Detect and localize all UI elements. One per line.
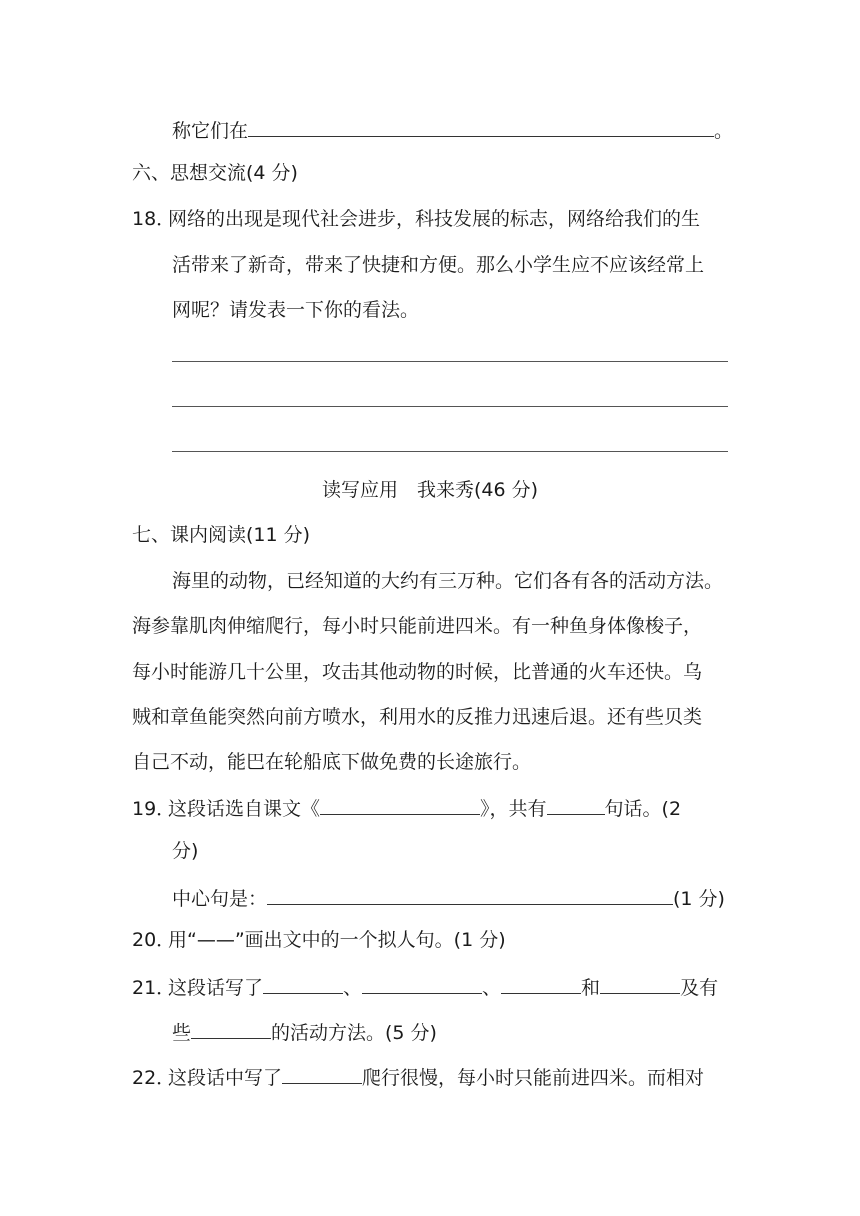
- answer-blank[interactable]: [362, 973, 482, 994]
- question-number: 18．: [132, 208, 176, 230]
- answer-line-continuation: [172, 116, 733, 143]
- question-text: (1 分): [673, 888, 725, 910]
- question-21: [132, 973, 718, 1000]
- question-19-line-3: [172, 884, 725, 911]
- text: 。: [714, 120, 734, 142]
- question-text: 句话。(2: [604, 798, 682, 820]
- question-text: 网络的出现是现代社会进步，科技发展的标志，网络给我们的生: [168, 208, 701, 230]
- answer-blank[interactable]: [267, 884, 673, 905]
- answer-rule[interactable]: [172, 451, 728, 452]
- question-number: 20．: [132, 929, 176, 951]
- answer-blank[interactable]: [501, 973, 581, 994]
- part-title: 读写应用 我来秀(46 分): [321, 479, 539, 501]
- question-text: 》，共有: [480, 798, 547, 820]
- question-18: [132, 207, 700, 231]
- question-text: 爬行很慢，每小时只能前进四米。而相对: [362, 1067, 705, 1089]
- answer-blank[interactable]: [600, 973, 680, 994]
- answer-blank[interactable]: [248, 116, 714, 137]
- question-text: 用“——”画出文中的一个拟人句。(1 分): [168, 929, 506, 951]
- question-text: 这段话写了: [168, 977, 264, 999]
- question-text: 、: [343, 977, 363, 999]
- question-text: 些: [172, 1022, 192, 1044]
- passage-line: 自己不动，能巴在轮船底下做免费的长途旅行。: [132, 751, 532, 773]
- passage-line: 海里的动物，已经知道的大约有三万种。它们各有各的活动方法。: [172, 570, 724, 592]
- answer-rule[interactable]: [172, 406, 728, 407]
- question-text: 的活动方法。(5 分): [271, 1022, 437, 1044]
- question-number: 22．: [132, 1067, 176, 1089]
- question-19-line-2: 分): [172, 840, 199, 862]
- question-text: 这段话选自课文《: [168, 798, 321, 820]
- question-18-line-2: 活带来了新奇，带来了快捷和方便。那么小学生应不应该经常上: [172, 254, 705, 276]
- question-text: 这段话中写了: [168, 1067, 283, 1089]
- answer-blank[interactable]: [282, 1063, 362, 1084]
- question-22: [132, 1063, 704, 1090]
- answer-blank[interactable]: [191, 1018, 271, 1039]
- passage-line: 每小时能游几十公里，攻击其他动物的时候，比普通的火车还快。乌: [132, 661, 703, 683]
- question-text: 中心句是：: [172, 888, 268, 910]
- passage-line: 海参靠肌肉伸缩爬行，每小时只能前进四米。有一种鱼身体像梭子，: [132, 615, 703, 637]
- answer-blank[interactable]: [320, 794, 480, 815]
- section-heading-7: 七、课内阅读(11 分): [132, 524, 311, 546]
- section-heading-6: 六、思想交流(4 分): [132, 162, 298, 184]
- text: 称它们在: [172, 120, 249, 142]
- question-text: 、: [482, 977, 502, 999]
- question-number: 19．: [132, 798, 176, 820]
- question-number: 21．: [132, 977, 176, 999]
- answer-blank[interactable]: [547, 794, 605, 815]
- question-text: 和: [581, 977, 601, 999]
- answer-rule[interactable]: [172, 361, 728, 362]
- question-text: 及有: [680, 977, 719, 999]
- question-18-line-3: 网呢？请发表一下你的看法。: [172, 299, 420, 321]
- question-21-line-2: [172, 1018, 437, 1045]
- question-20: [132, 928, 506, 952]
- answer-blank[interactable]: [263, 973, 343, 994]
- passage-line: 贼和章鱼能突然向前方喷水，利用水的反推力迅速后退。还有些贝类: [132, 706, 703, 728]
- question-19: [132, 794, 681, 821]
